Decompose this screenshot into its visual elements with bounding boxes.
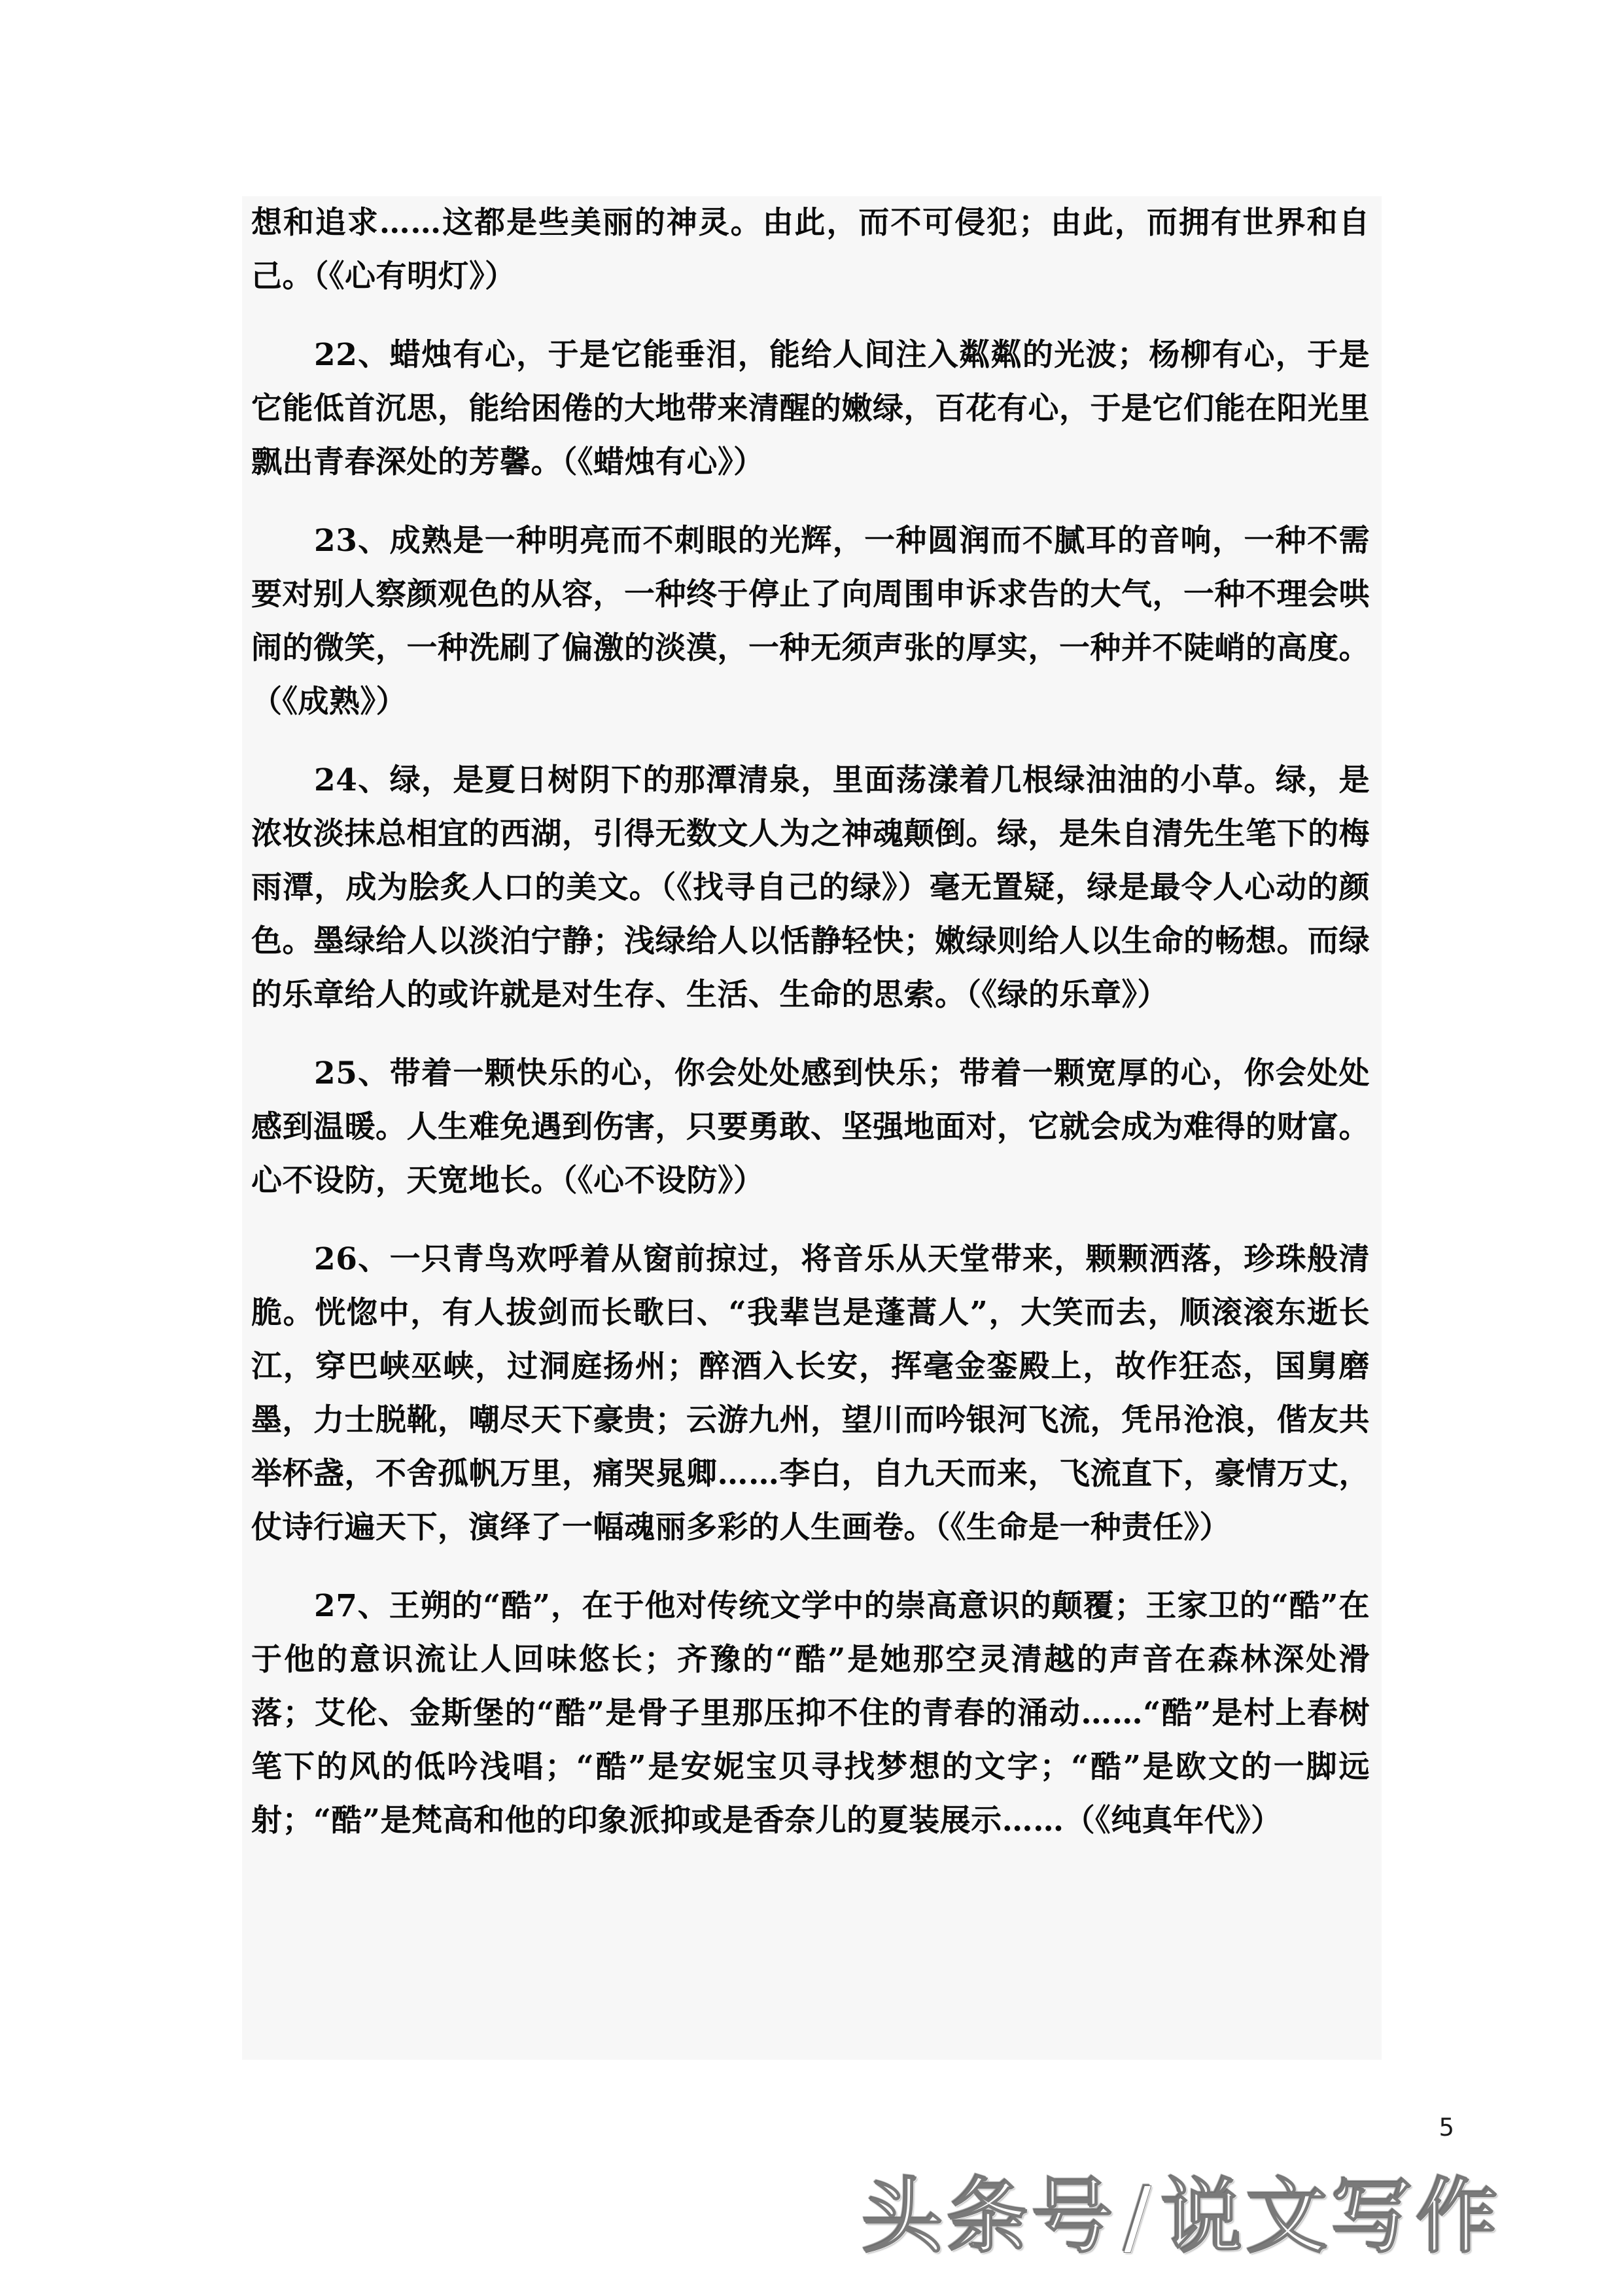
watermark: [862, 2171, 1502, 2265]
paragraph-spacer: [242, 304, 1382, 328]
paragraph-item-25: 25、带着一颗快乐的心，你会处处感到快乐；带着一颗宽厚的心，你会处处感到温暖。人生难免遇到伤害，只要勇敢、坚强地面对，它就会成为难得的财富。心不设防，天宽地长。（《心不设防》）: [251, 1055, 1370, 1199]
watermark-left-text: 头条号: [862, 2170, 1118, 2265]
paragraph-continuation: 想和追求……这都是些美丽的神灵。由此，而不可侵犯；由此，而拥有世界和自己。（《心有明灯》）: [251, 205, 1370, 294]
paragraph-item-26: 26、一只青鸟欢呼着从窗前掠过，将音乐从天堂带来，颗颗洒落，珍珠般清脆。恍惚中，有人拔剑而长歌曰、“我辈岂是蓬蒿人”，大笑而去，顺滚滚东逝长江，穿巴峡巫峡，过洞庭扬州；醉酒入长安，挥毫金銮殿上，故作狂态，国舅磨墨，力士脱靴，嘲尽天下豪贵；云游九州，望川而吟银河飞流，凭吊沧浪，偕友共举杯盏，不舍孤帆万里，痛哭晁卿……李白，自九天而来，飞流直下，豪情万丈，仗诗行遍天下，演绎了一幅魂丽多彩的人生画卷。（《生命是一种责任》）: [251, 1241, 1370, 1545]
paragraph-item-27: 27、王朔的“酷”，在于他对传统文学中的崇高意识的颠覆；王家卫的“酷”在于他的意识流让人回味悠长；齐豫的“酷”是她那空灵清越的声音在森林深处滑落；艾伦、金斯堡的“酷”是骨子里那压抑不住的青春的涌动……“酷”是村上春树笔下的风的低吟浅唱；“酷”是安妮宝贝寻找梦想的文字；“酷”是欧文的一脚远射；“酷”是梵高和他的印象派抑或是香奈儿的夏装展示……（《纯真年代》）: [251, 1588, 1370, 1839]
paragraph-spacer: [242, 1022, 1382, 1047]
watermark-right-text: 说文写作: [1161, 2170, 1502, 2265]
paragraph-spacer: [242, 489, 1382, 514]
paragraph-item-24: 24、绿，是夏日树阴下的那潭清泉，里面荡漾着几根绿油油的小草。绿，是浓妆淡抹总相宜的西湖，引得无数文人为之神魂颠倒。绿，是朱自清先生笔下的梅雨潭，成为脍炙人口的美文。（《找寻自己的绿》）毫无置疑，绿是最令人心动的颜色。墨绿给人以淡泊宁静；浅绿给人以恬静轻快；嫩绿则给人以生命的畅想。而绿的乐章给人的或许就是对生存、生活、生命的思索。（《绿的乐章》）: [251, 762, 1370, 1013]
paragraph-item-23: 23、成熟是一种明亮而不刺眼的光辉，一种圆润而不腻耳的音响，一种不需要对别人察颜观色的从容，一种终于停止了向周围申诉求告的大气，一种不理会哄闹的微笑，一种洗刷了偏激的淡漠，一种无须声张的厚实，一种并不陡峭的高度。（《成熟》）: [251, 523, 1370, 720]
paragraph-spacer: [242, 1208, 1382, 1233]
page-number: 5: [1439, 2113, 1454, 2142]
paragraph-spacer: [242, 1555, 1382, 1580]
scanned-text-block: [242, 196, 1382, 2060]
paragraph-spacer: [242, 729, 1382, 754]
paragraph-item-22: 22、蜡烛有心，于是它能垂泪，能给人间注入粼粼的光波；杨柳有心，于是它能低首沉思，能给困倦的大地带来清醒的嫩绿，百花有心，于是它们能在阳光里飘出青春深处的芳馨。（《蜡烛有心》）: [251, 337, 1370, 480]
watermark-separator: /: [1124, 2170, 1155, 2265]
